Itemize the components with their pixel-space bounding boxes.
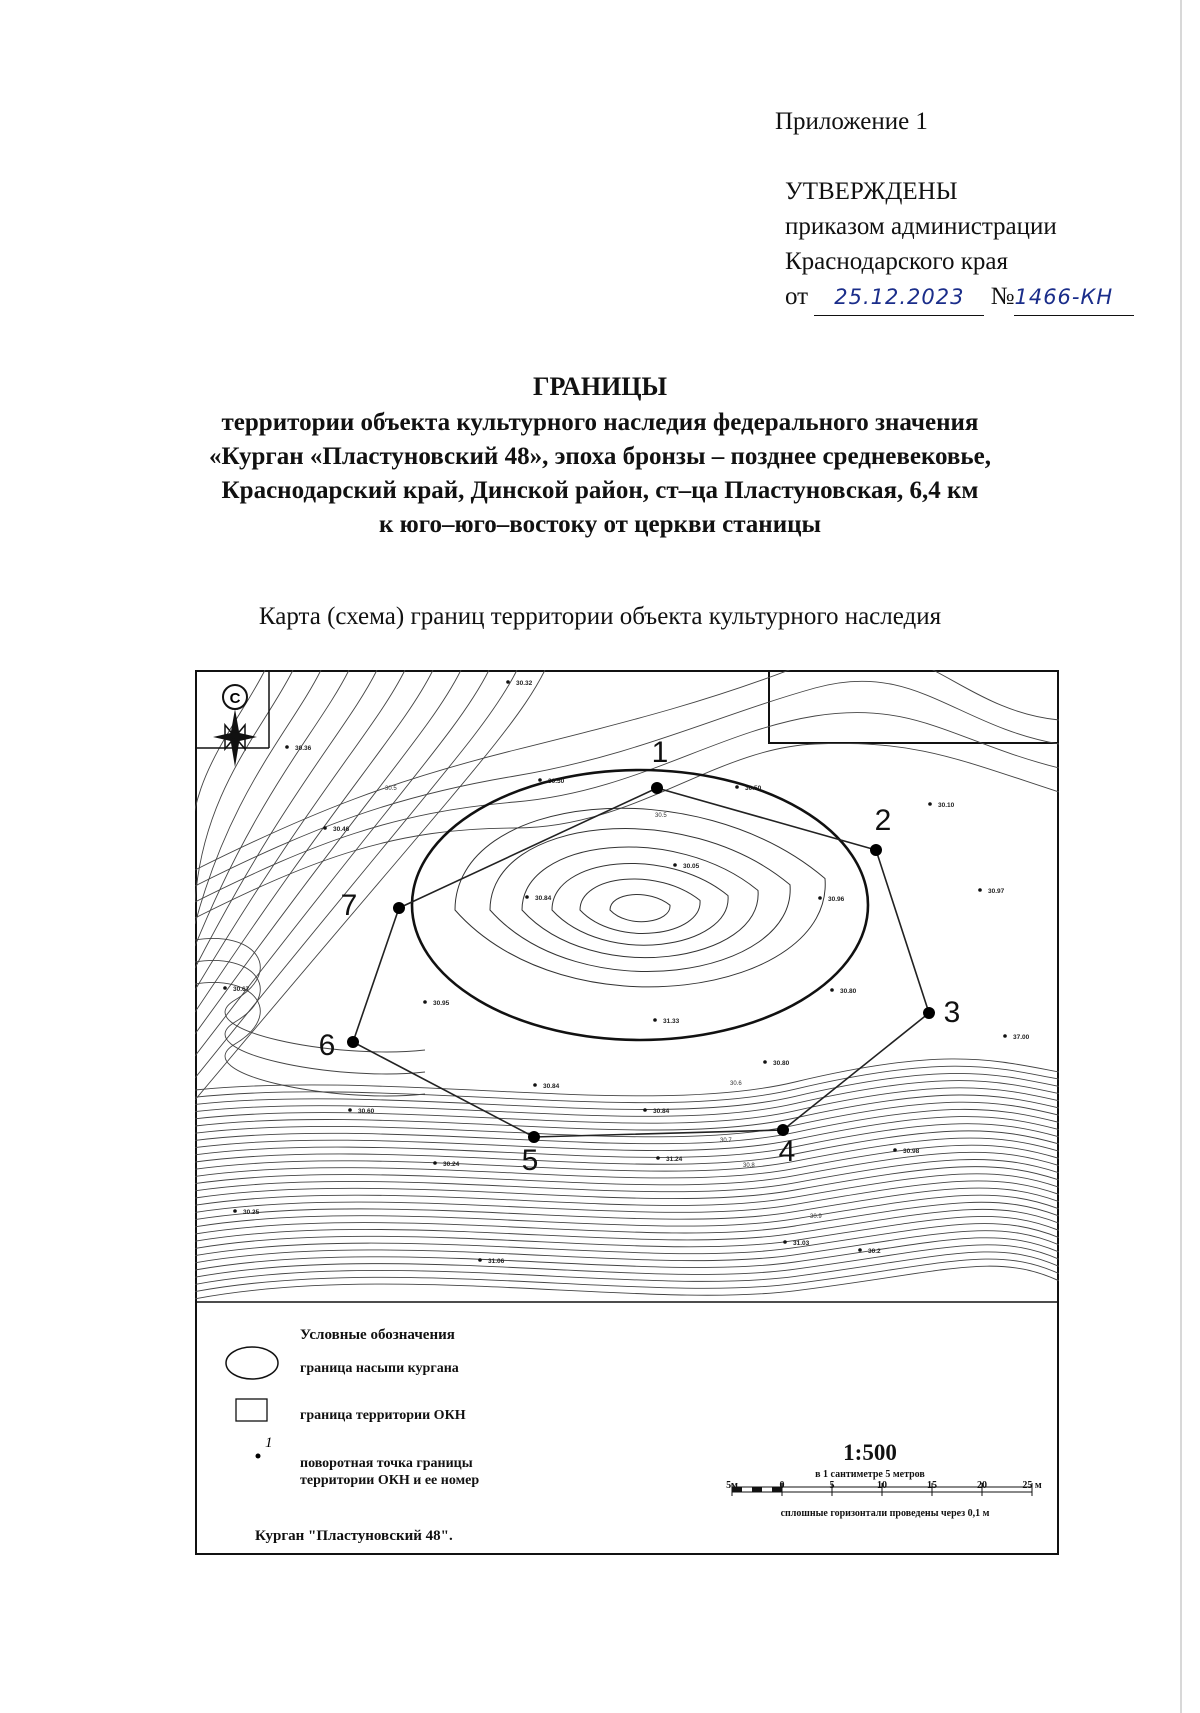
elevation-mark: 31.33 bbox=[663, 1018, 680, 1025]
mound-boundary bbox=[412, 770, 868, 1040]
contour-labels bbox=[385, 786, 822, 1220]
number-field bbox=[1014, 279, 1134, 316]
contour-label: 30.8 bbox=[743, 1163, 755, 1169]
approved-word: УТВЕРЖДЕНЫ bbox=[785, 178, 958, 205]
contour-line bbox=[195, 1238, 1059, 1270]
elevation-mark: 31.06 bbox=[488, 1258, 505, 1265]
mound-contours bbox=[455, 808, 825, 987]
elevation-dot bbox=[656, 1156, 660, 1160]
elevation-mark: 30.96 bbox=[828, 896, 845, 903]
elevation-mark: 31.03 bbox=[793, 1240, 810, 1247]
elevation-mark: 30.25 bbox=[243, 1209, 260, 1216]
elevation-dot bbox=[433, 1161, 437, 1165]
elevation-mark: 30.84 bbox=[543, 1083, 560, 1090]
elevation-dot bbox=[830, 988, 834, 992]
elevation-dot bbox=[478, 1258, 482, 1262]
elevation-dot bbox=[893, 1148, 897, 1152]
scale-tick-6: 25 м bbox=[1022, 1480, 1042, 1491]
map-heading: Карта (схема) границ территории объекта культурного наследия bbox=[258, 603, 942, 630]
contour-label: 30.6 bbox=[730, 1081, 742, 1087]
scale-tick-4: 15 bbox=[927, 1480, 937, 1491]
contour-line bbox=[195, 1245, 1059, 1277]
elevation-mark: 37.00 bbox=[1013, 1034, 1030, 1041]
order-line-1: приказом администрации bbox=[785, 213, 1057, 240]
title-line-4: Краснодарский край, Динской район, ст–ца Пластуновская, 6,4 км bbox=[221, 477, 979, 504]
elevation-dot bbox=[818, 896, 822, 900]
contour-line bbox=[195, 1181, 1059, 1213]
elevation-dot bbox=[323, 826, 327, 830]
scale-tick-0: 5м bbox=[726, 1480, 738, 1491]
contour-label: 30.5 bbox=[655, 813, 667, 819]
elevation-mark: 30.84 bbox=[653, 1108, 670, 1115]
legend-point-line-1: поворотная точка границы bbox=[300, 1456, 473, 1471]
elevation-dot bbox=[525, 895, 529, 899]
turning-point-label-4: 4 bbox=[778, 1135, 796, 1168]
contour-line bbox=[195, 670, 433, 1012]
contour-line bbox=[195, 982, 425, 1096]
contour-line bbox=[195, 1159, 1059, 1191]
turning-point-label-6: 6 bbox=[318, 1029, 336, 1062]
contour-line bbox=[195, 1066, 1059, 1102]
approval-block bbox=[785, 174, 1134, 316]
legend-territory-label: граница территории ОКН bbox=[300, 1408, 466, 1423]
turning-point-7 bbox=[393, 902, 405, 914]
legend-title: Условные обозначения bbox=[300, 1327, 455, 1343]
contour-line bbox=[195, 1195, 1059, 1227]
contour-line bbox=[195, 670, 405, 990]
handwritten-number: 1466-КН bbox=[1014, 285, 1114, 309]
elevation-mark: 30.98 bbox=[903, 1148, 920, 1155]
elevation-mark: 30.2 bbox=[868, 1248, 881, 1255]
north-letter: С bbox=[229, 690, 241, 707]
contour-line bbox=[195, 1252, 1059, 1284]
elevation-mark: 30.36 bbox=[295, 745, 312, 752]
map-caption: Курган "Пластуновский 48". bbox=[255, 1528, 453, 1544]
turning-point-label-1: 1 bbox=[651, 736, 669, 769]
elevation-dot bbox=[233, 1209, 237, 1213]
legend-point-label bbox=[300, 1455, 479, 1489]
scale-tick-1: 0 bbox=[779, 1480, 785, 1491]
elevation-dot bbox=[928, 802, 932, 806]
elevation-dot bbox=[1003, 1034, 1007, 1038]
scan-edge bbox=[1180, 0, 1182, 1713]
number-prefix: № bbox=[990, 283, 1015, 310]
scale-tick-2: 5 bbox=[829, 1480, 835, 1491]
date-field bbox=[814, 279, 984, 316]
handwritten-date: 25.12.2023 bbox=[834, 285, 965, 309]
legend-point-number: 1 bbox=[265, 1435, 273, 1451]
elevation-dot bbox=[643, 1108, 647, 1112]
elevation-mark: 30.60 bbox=[358, 1108, 375, 1115]
elevation-dot bbox=[285, 745, 289, 749]
contour-lines bbox=[195, 670, 1059, 1299]
elevation-dot bbox=[506, 680, 510, 684]
elevation-dot bbox=[763, 1060, 767, 1064]
elevation-mark: 30.50 bbox=[548, 778, 565, 785]
annex-label: Приложение 1 bbox=[775, 108, 928, 135]
turning-point-label-7: 7 bbox=[340, 889, 358, 922]
contour-label: 30.7 bbox=[720, 1138, 732, 1144]
title-line-5: к юго–юго–востоку от церкви станицы bbox=[378, 511, 822, 538]
contour-line bbox=[195, 670, 321, 924]
elevation-dot bbox=[783, 1240, 787, 1244]
date-prefix: от bbox=[785, 283, 809, 310]
elevation-mark: 30.24 bbox=[443, 1161, 460, 1168]
elevation-dot bbox=[423, 1000, 427, 1004]
turning-point-label-2: 2 bbox=[874, 804, 892, 837]
scale-note: сплошные горизонтали проведены через 0,1 м bbox=[780, 1508, 990, 1519]
elevation-dot bbox=[858, 1248, 862, 1252]
elevation-mark: 30.80 bbox=[840, 988, 857, 995]
turning-points bbox=[319, 736, 961, 1177]
elevation-mark: 30.10 bbox=[938, 802, 955, 809]
mound-contour bbox=[455, 808, 825, 987]
scale-ratio: 1:500 bbox=[843, 1440, 897, 1465]
elevation-mark: 30.84 bbox=[535, 895, 552, 902]
mound-contour bbox=[580, 879, 700, 933]
elevation-dot bbox=[348, 1108, 352, 1112]
contour-label: 30.9 bbox=[810, 1214, 822, 1220]
turning-point-3 bbox=[923, 1007, 935, 1019]
elevation-dot bbox=[673, 863, 677, 867]
elevation-dot bbox=[533, 1083, 537, 1087]
legend-territory-symbol bbox=[236, 1399, 267, 1421]
elevation-dot bbox=[653, 1018, 657, 1022]
contour-line bbox=[195, 670, 489, 1056]
contour-line bbox=[195, 670, 349, 946]
scale-tick-3: 10 bbox=[877, 1480, 887, 1491]
elevation-dot bbox=[978, 888, 982, 892]
turning-point-2 bbox=[870, 844, 882, 856]
title-line-2: территории объекта культурного наследия федерального значения bbox=[221, 409, 979, 436]
contour-line bbox=[195, 1259, 1059, 1292]
elevation-dot bbox=[735, 785, 739, 789]
scale-description: в 1 сантиметре 5 метров bbox=[815, 1469, 925, 1480]
elevation-mark: 30.50 bbox=[745, 785, 762, 792]
date-number-line bbox=[785, 279, 1134, 316]
scale-tick-5: 20 bbox=[977, 1480, 987, 1491]
contour-line bbox=[195, 1174, 1059, 1206]
elevation-mark: 30.32 bbox=[516, 680, 533, 687]
legend-mound-symbol bbox=[226, 1347, 278, 1379]
contour-line bbox=[195, 1167, 1059, 1199]
turning-point-label-3: 3 bbox=[943, 996, 961, 1029]
elevation-mark: 30.80 bbox=[773, 1060, 790, 1067]
elevation-mark: 30.67 bbox=[233, 986, 250, 993]
mound-contour bbox=[610, 894, 670, 921]
turning-point-1 bbox=[651, 782, 663, 794]
legend-point-line-2: территории ОКН и ее номер bbox=[300, 1473, 480, 1488]
elevation-mark: 30.05 bbox=[683, 863, 700, 870]
elevation-mark: 30.46 bbox=[333, 826, 350, 833]
title-line-1: ГРАНИЦЫ bbox=[532, 372, 668, 401]
turning-point-label-5: 5 bbox=[521, 1144, 539, 1177]
elevation-dot bbox=[223, 986, 227, 990]
contour-line bbox=[195, 1188, 1059, 1220]
contour-label: 30.5 bbox=[385, 786, 397, 792]
elevation-mark: 31.24 bbox=[666, 1156, 683, 1163]
mound-contour bbox=[552, 863, 728, 945]
turning-point-6 bbox=[347, 1036, 359, 1048]
elevation-mark: 30.97 bbox=[988, 888, 1005, 895]
legend-mound-label: граница насыпи кургана bbox=[300, 1361, 459, 1376]
contour-line bbox=[195, 960, 425, 1074]
elevation-mark: 30.95 bbox=[433, 1000, 450, 1007]
turning-point-5 bbox=[528, 1131, 540, 1143]
order-line-2: Краснодарского края bbox=[785, 248, 1008, 275]
contour-line bbox=[195, 670, 377, 968]
title-line-3: «Курган «Пластуновский 48», эпоха бронзы – позднее средневековье, bbox=[209, 443, 991, 470]
compass bbox=[213, 685, 257, 767]
legend-point-symbol bbox=[256, 1454, 261, 1459]
contour-line bbox=[195, 1059, 1059, 1096]
document-title bbox=[100, 370, 1100, 542]
elevation-dot bbox=[538, 778, 542, 782]
